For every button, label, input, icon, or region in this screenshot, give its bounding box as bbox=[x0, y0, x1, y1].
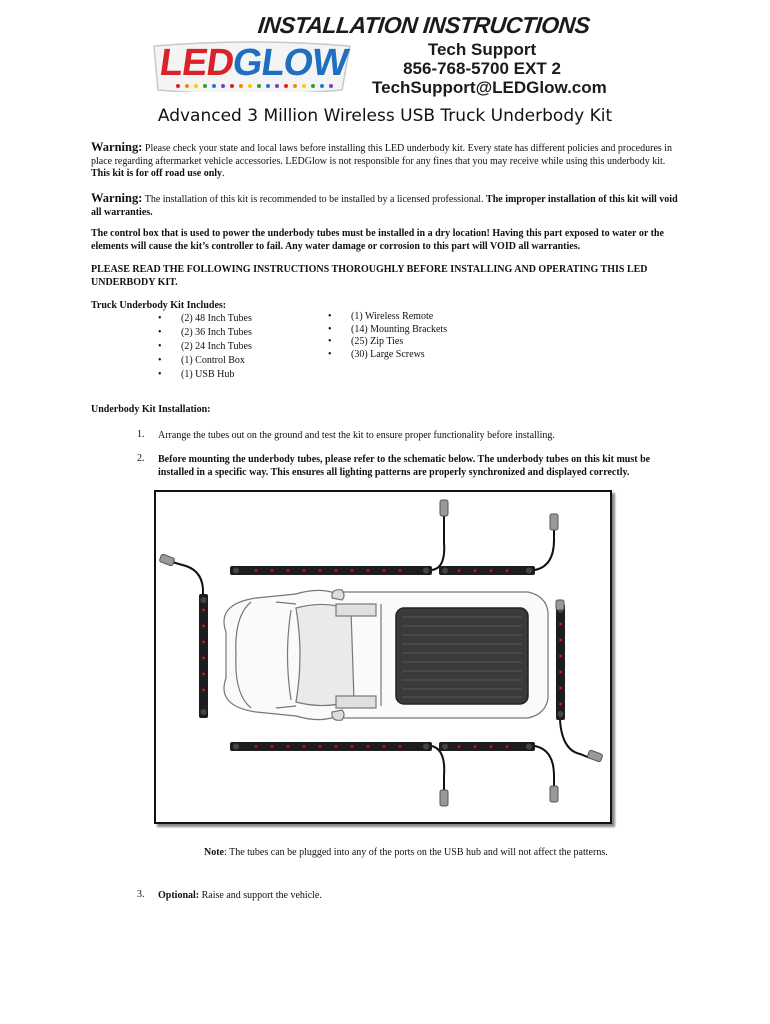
logo-dot bbox=[194, 84, 198, 88]
tech-support-email[interactable]: TechSupport@LEDGlow.com bbox=[372, 78, 607, 97]
led-tube-right bbox=[556, 604, 565, 720]
tech-support-label: Tech Support bbox=[427, 40, 537, 59]
read-notice: PLEASE READ THE FOLLOWING INSTRUCTIONS THOROUGHLY BEFORE INSTALLING AND OPERATING THIS LED UNDERBODY KIT. bbox=[91, 264, 648, 288]
list-item: • (2) 36 Inch Tubes bbox=[158, 326, 252, 340]
led-tube-top-left bbox=[230, 566, 432, 575]
includes-list-left bbox=[158, 312, 252, 382]
tech-support-phone: 856-768-5700 EXT 2 bbox=[403, 59, 561, 78]
usb-plug bbox=[550, 786, 558, 802]
logo-dot bbox=[221, 84, 225, 88]
logo-text-glow: GLOW bbox=[230, 42, 351, 84]
tube-cable bbox=[172, 562, 203, 594]
logo-dot bbox=[176, 84, 180, 88]
logo-text bbox=[157, 42, 350, 85]
logo-dot bbox=[266, 84, 270, 88]
step-text: Before mounting the underbody tubes, please refer to the schematic below. The underbody tubes on this kit must be installed in a specific way. This ensures all lighting patterns are properly synchronized and displayed correctly. bbox=[158, 454, 651, 478]
step-number: 3. bbox=[137, 889, 145, 900]
warning-label: Warning: bbox=[91, 191, 143, 205]
document-title: Advanced 3 Million Wireless USB Truck Underbody Kit bbox=[157, 106, 613, 126]
logo-dot bbox=[248, 84, 252, 88]
tube-cable bbox=[432, 746, 444, 792]
step-text bbox=[158, 889, 678, 902]
control-box-note: The control box that is used to power the underbody tubes must be installed in a dry location! Having this part exposed to water or the elements will cause the kit’s controller to fail. Any water damage or corrosion to this part will VOID all warranties. bbox=[91, 228, 664, 252]
schematic-note bbox=[204, 847, 608, 858]
ledglow-logo bbox=[152, 40, 352, 92]
usb-plug bbox=[159, 554, 175, 566]
logo-dot bbox=[284, 84, 288, 88]
warning-paragraph-1 bbox=[91, 141, 681, 181]
logo-text-led: LED bbox=[157, 42, 237, 84]
list-item: • (2) 48 Inch Tubes bbox=[158, 312, 252, 326]
usb-plug bbox=[550, 514, 558, 530]
led-tube-top-right bbox=[439, 566, 535, 575]
led-tube-left bbox=[199, 594, 208, 718]
schematic-drawing bbox=[156, 492, 610, 822]
logo-dot bbox=[275, 84, 279, 88]
list-item: • (25) Zip Ties bbox=[328, 336, 447, 349]
logo-dot bbox=[311, 84, 315, 88]
logo-dot bbox=[230, 84, 234, 88]
usb-plug bbox=[587, 750, 603, 762]
step-number: 1. bbox=[137, 429, 145, 440]
note-label: Note bbox=[204, 847, 224, 858]
logo-dot bbox=[185, 84, 189, 88]
logo-dot bbox=[239, 84, 243, 88]
note-text: : The tubes can be plugged into any of the ports on the USB hub and will not affect the patterns. bbox=[224, 847, 608, 858]
includes-heading: Truck Underbody Kit Includes: bbox=[91, 300, 227, 311]
step-label: Optional: bbox=[158, 890, 200, 901]
logo-color-dots bbox=[176, 84, 333, 88]
list-item: • (14) Mounting Brackets bbox=[328, 324, 447, 337]
usb-plug bbox=[440, 790, 448, 806]
warning-paragraph-2 bbox=[91, 192, 681, 219]
list-item: • (1) USB Hub bbox=[158, 368, 252, 382]
tube-cable bbox=[560, 720, 590, 758]
warning-text: The installation of this kit is recommended to be installed by a licensed professional. bbox=[142, 194, 487, 205]
led-tube-bottom-left bbox=[230, 742, 432, 751]
warning-bold: The improper installation of this kit will void all warranties. bbox=[91, 194, 678, 218]
tube-cable bbox=[535, 746, 554, 788]
logo-dot bbox=[203, 84, 207, 88]
logo-dot bbox=[257, 84, 261, 88]
logo-dot bbox=[320, 84, 324, 88]
step-body: Raise and support the vehicle. bbox=[199, 890, 322, 901]
logo-dot bbox=[329, 84, 333, 88]
list-item: • (2) 24 Inch Tubes bbox=[158, 340, 252, 354]
warning-end: . bbox=[222, 168, 225, 179]
warning-bold: This kit is for off road use only bbox=[91, 168, 223, 179]
tube-cable bbox=[432, 514, 444, 570]
includes-list-right bbox=[328, 311, 447, 361]
tube-cable bbox=[535, 528, 554, 570]
led-tube-bottom-right bbox=[439, 742, 535, 751]
list-item: • (30) Large Screws bbox=[328, 349, 447, 362]
truck-bed bbox=[396, 608, 528, 704]
usb-plug bbox=[440, 500, 448, 516]
header-title: INSTALLATION INSTRUCTIONS bbox=[256, 12, 592, 38]
logo-dot bbox=[302, 84, 306, 88]
warning-label: Warning: bbox=[91, 140, 143, 154]
usb-plug bbox=[556, 600, 564, 610]
warning-text: Please check your state and local laws before installing this LED underbody kit. Every state has different policies and procedures in place regarding aftermarket vehicle accessories. LEDGlow is not responsible for any fines that you may receive while using this underbody kit. bbox=[91, 143, 673, 167]
step-number: 2. bbox=[137, 453, 145, 464]
installation-heading: Underbody Kit Installation: bbox=[91, 404, 211, 415]
logo-dot bbox=[212, 84, 216, 88]
tech-support-block bbox=[372, 40, 607, 97]
list-item: • (1) Control Box bbox=[158, 354, 252, 368]
list-item: • (1) Wireless Remote bbox=[328, 311, 447, 324]
tube-schematic bbox=[154, 490, 612, 824]
logo-dot bbox=[293, 84, 297, 88]
step-text: Arrange the tubes out on the ground and test the kit to ensure proper functionality before installing. bbox=[158, 430, 555, 441]
